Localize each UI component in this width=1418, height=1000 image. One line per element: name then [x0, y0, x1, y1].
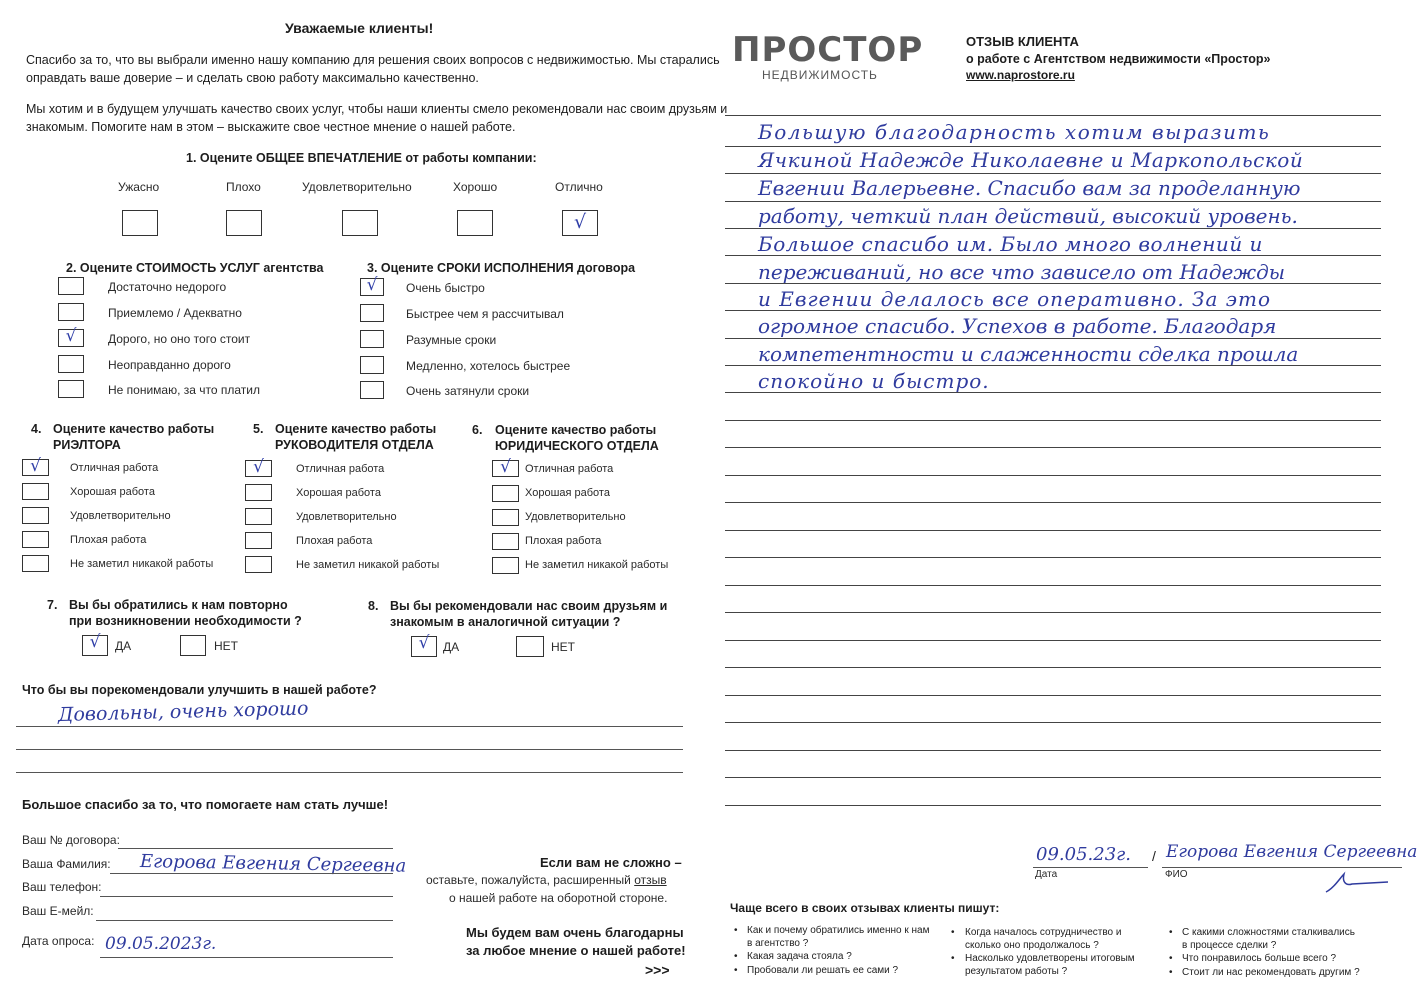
signature-name-handwritten[interactable]: Егорова Евгения Сергеевна	[1166, 842, 1418, 862]
website-link[interactable]: www.naprostore.ru	[966, 68, 1075, 82]
phone-label: Ваш телефон:	[22, 880, 102, 894]
check-mark-icon: √	[253, 457, 264, 477]
q2-checkbox[interactable]	[58, 380, 84, 398]
tip-item: Когда началось сотрудничество и сколько оно продолжалось ?	[965, 927, 1122, 951]
q8-yes-label: ДА	[443, 640, 460, 654]
tip-item: Как и почему обратились именно к нам в агентство ?	[747, 925, 930, 949]
intro-paragraph-1-line-2: оправдать ваше доверие – и сделать свою работу максимально качественно.	[26, 71, 479, 85]
aside-line-5: за любое мнение о нашей работе!	[466, 943, 686, 958]
bullet-icon: •	[734, 951, 738, 962]
intro-paragraph-2-line-2: знакомым. Помогите нам в этом – выскажите свое честное мнение о нашей работе.	[26, 120, 516, 134]
ruled-line	[725, 173, 1381, 174]
question-5-number: 5.	[253, 422, 264, 436]
improve-question: Что бы вы порекомендовали улучшить в нашей работе?	[22, 683, 377, 697]
ruled-line	[725, 447, 1381, 448]
question-8-title-line-2: знакомым в аналогичной ситуации ?	[390, 615, 621, 629]
signature-date-handwritten[interactable]: 09.05.23г.	[1036, 844, 1131, 865]
question-4-title-line-2: РИЭЛТОРА	[53, 438, 121, 452]
question-6-number: 6.	[472, 423, 483, 437]
bullet-icon: •	[1169, 967, 1173, 978]
q4-option-label: Плохая работа	[70, 534, 147, 546]
tips-title: Чаще всего в своих отзывах клиенты пишут:	[730, 901, 1000, 915]
q8-no-label: НЕТ	[551, 640, 575, 654]
q2-option-label: Дорого, но оно того стоит	[108, 332, 251, 346]
q6-option-label: Удовлетворительно	[525, 511, 626, 523]
contract-number-label: Ваш № договора:	[22, 833, 120, 847]
bullet-icon: •	[951, 953, 955, 964]
bullet-icon: •	[951, 927, 955, 938]
q5-option-label: Плохая работа	[296, 535, 373, 547]
q4-checkbox[interactable]	[22, 555, 49, 572]
question-7-number: 7.	[47, 598, 58, 612]
q3-option-label: Разумные сроки	[406, 333, 497, 347]
question-5-title-line-1: Оцените качество работы	[275, 422, 437, 436]
q6-checkbox[interactable]	[492, 533, 519, 550]
ruled-line	[725, 228, 1381, 229]
q8-no-checkbox[interactable]	[516, 636, 544, 657]
tip-item: Что понравилось больше всего ?	[1182, 953, 1337, 964]
q6-checkbox[interactable]	[492, 557, 519, 574]
q1-checkbox[interactable]	[122, 210, 158, 236]
tip-item: Стоит ли нас рекомендовать другим ?	[1182, 967, 1360, 978]
q7-no-checkbox[interactable]	[180, 635, 206, 656]
check-mark-icon: √	[366, 275, 378, 295]
check-mark-icon: √	[500, 457, 511, 477]
q5-checkbox[interactable]	[245, 508, 272, 525]
q8-yes-checkbox-checked[interactable]	[411, 633, 437, 657]
check-mark-icon: √	[30, 456, 41, 476]
answer-line	[16, 749, 683, 750]
q1-option-label: Хорошо	[453, 180, 498, 194]
q7-yes-label: ДА	[115, 639, 132, 653]
aside-line-4: Мы будем вам очень благодарны	[466, 925, 684, 940]
question-3-title: 3. Оцените СРОКИ ИСПОЛНЕНИЯ договора	[367, 261, 636, 275]
ruled-line	[725, 475, 1381, 476]
review-header-subtitle: о работе с Агентством недвижимости «Простор»	[966, 52, 1271, 66]
q6-checkbox[interactable]	[492, 509, 519, 526]
q2-option-label: Приемлемо / Адекватно	[108, 306, 242, 320]
signature-separator: /	[1152, 848, 1156, 864]
review-line: огромное спасибо. Успехов в работе. Благодаря	[758, 314, 1277, 338]
question-7-title-line-2: при возникновении необходимости ?	[69, 614, 302, 628]
q4-option-label: Не заметил никакой работы	[70, 558, 214, 570]
signature-name-line	[1162, 867, 1402, 868]
review-line: компетентности и слаженности сделка прошла	[758, 342, 1299, 366]
survey-date-label: Дата опроса:	[22, 934, 95, 948]
tip-item: С какими сложностями сталкивались в процессе сделки ?	[1182, 927, 1355, 951]
q1-checkbox-checked[interactable]	[562, 210, 598, 236]
q1-checkbox[interactable]	[342, 210, 378, 236]
thanks-text: Большое спасибо за то, что помогаете нам стать лучше!	[22, 797, 389, 812]
q3-checkbox[interactable]	[360, 304, 384, 322]
ruled-line	[725, 695, 1381, 696]
q4-checkbox[interactable]	[22, 531, 49, 548]
question-6-title-line-2: ЮРИДИЧЕСКОГО ОТДЕЛА	[495, 439, 659, 453]
question-5-title-line-2: РУКОВОДИТЕЛЯ ОТДЕЛА	[275, 438, 434, 452]
q4-checkbox-checked[interactable]	[22, 456, 49, 476]
ruled-line	[725, 146, 1381, 147]
review-line: спокойно и быстро.	[758, 369, 990, 393]
q4-option-label: Хорошая работа	[70, 486, 155, 498]
q3-checkbox-checked[interactable]	[360, 275, 384, 296]
check-mark-icon: √	[89, 632, 101, 652]
q1-option-label: Ужасно	[118, 180, 160, 194]
q1-option-label: Отлично	[555, 180, 603, 194]
ruled-line	[725, 530, 1381, 531]
ruled-line	[725, 502, 1381, 503]
q3-checkbox[interactable]	[360, 330, 384, 348]
next-page-arrows: >>>	[645, 962, 670, 978]
question-2-title: 2. Оцените СТОИМОСТЬ УСЛУГ агентства	[66, 261, 324, 275]
q2-checkbox[interactable]	[58, 355, 84, 373]
bullet-icon: •	[734, 925, 738, 936]
surname-value-handwritten[interactable]: Егорова Евгения Сергеевна	[139, 851, 407, 877]
q3-option-label: Быстрее чем я рассчитывал	[406, 307, 564, 321]
answer-line	[16, 772, 683, 773]
q5-checkbox[interactable]	[245, 484, 272, 501]
ruled-line	[725, 420, 1381, 421]
q1-option-label: Плохо	[226, 180, 261, 194]
logo	[732, 30, 924, 82]
q2-option-label: Не понимаю, за что платил	[108, 383, 261, 397]
phone-field[interactable]	[100, 896, 393, 897]
surname-label: Ваша Фамилия:	[22, 857, 111, 871]
date-caption: Дата	[1035, 869, 1058, 880]
q4-option-label: Удовлетворительно	[70, 510, 171, 522]
review-line: работу, четкий план действий, высокий уровень.	[758, 204, 1298, 228]
tip-item: Пробовали ли решать ее сами ?	[747, 965, 899, 976]
ruled-line	[725, 338, 1381, 339]
q2-checkbox-checked[interactable]	[58, 326, 84, 347]
q4-checkbox[interactable]	[22, 483, 49, 500]
q5-checkbox[interactable]	[245, 532, 272, 549]
review-line: Ячкиной Надежде Николаевне и Маркопольской	[758, 148, 1304, 172]
q6-checkbox-checked[interactable]	[492, 457, 519, 477]
q6-option-label: Плохая работа	[525, 535, 602, 547]
aside-line-1: Если вам не сложно –	[540, 855, 682, 870]
q5-option-label: Удовлетворительно	[296, 511, 397, 523]
q1-option-label: Удовлетворительно	[302, 180, 412, 194]
question-8-title-line-1: Вы бы рекомендовали нас своим друзьям и	[390, 599, 668, 613]
improve-answer-handwritten[interactable]: Довольны, очень хорошо	[57, 697, 309, 726]
survey-date-handwritten[interactable]: 09.05.2023г.	[105, 934, 217, 954]
survey-date-field[interactable]	[100, 957, 393, 958]
intro-paragraph-2-line-1: Мы хотим и в будущем улучшать качество своих услуг, чтобы наши клиенты смело рекомендовали нас своим друзьям и	[26, 102, 728, 116]
q3-option-label: Очень быстро	[406, 281, 485, 295]
q2-option-label: Достаточно недорого	[108, 280, 227, 294]
bullet-icon: •	[1169, 927, 1173, 938]
surname-field[interactable]	[110, 873, 393, 874]
check-mark-icon: √	[418, 633, 430, 653]
tip-item: Насколько удовлетворены итоговым результатом работы ?	[965, 953, 1135, 977]
q6-option-label: Не заметил никакой работы	[525, 559, 669, 571]
question-4-title-line-1: Оцените качество работы	[53, 422, 215, 436]
question-4-number: 4.	[31, 422, 42, 436]
logo-main-text: ПРОСТОР	[732, 30, 924, 70]
ruled-line	[725, 201, 1381, 202]
q4-checkbox[interactable]	[22, 507, 49, 524]
q6-option-label: Отличная работа	[525, 463, 614, 475]
q3-checkbox[interactable]	[360, 356, 384, 374]
q1-checkbox[interactable]	[457, 210, 493, 236]
check-mark-icon: √	[65, 326, 77, 346]
q7-yes-checkbox-checked[interactable]	[82, 632, 108, 656]
q4-option-label: Отличная работа	[70, 462, 159, 474]
q7-no-label: НЕТ	[214, 639, 238, 653]
question-7-title-line-1: Вы бы обратились к нам повторно	[69, 598, 288, 612]
question-1-title: 1. Оцените ОБЩЕЕ ВПЕЧАТЛЕНИЕ от работы компании:	[186, 151, 537, 165]
ruled-line	[725, 612, 1381, 613]
ruled-line	[725, 667, 1381, 668]
review-line: Большое спасибо им. Было много волнений и	[758, 232, 1263, 256]
review-line: Евгении Валерьевне. Спасибо вам за проделанную	[758, 176, 1301, 200]
bullet-icon: •	[734, 965, 738, 976]
review-link[interactable]: отзыв	[634, 873, 667, 887]
answer-line	[16, 726, 683, 727]
page-heading: Уважаемые клиенты!	[285, 20, 434, 36]
intro-paragraph-1-line-1: Спасибо за то, что вы выбрали именно нашу компанию для решения своих вопросов с недвижимостью. Мы старались	[26, 53, 720, 67]
tip-item: Какая задача стояла ?	[747, 951, 852, 962]
q2-option-label: Неоправданно дорого	[108, 358, 231, 372]
ruled-line	[725, 115, 1381, 116]
ruled-line	[725, 777, 1381, 778]
review-line: переживаний, но все что зависело от Надежды	[758, 260, 1286, 284]
q6-option-label: Хорошая работа	[525, 487, 610, 499]
ruled-line	[725, 557, 1381, 558]
ruled-line	[725, 585, 1381, 586]
q1-checkbox[interactable]	[226, 210, 262, 236]
q3-checkbox[interactable]	[360, 381, 384, 399]
aside-line-2	[426, 873, 667, 887]
ruled-line	[725, 722, 1381, 723]
q6-checkbox[interactable]	[492, 485, 519, 502]
aside-line-2-text: оставьте, пожалуйста, расширенный	[426, 873, 635, 887]
q5-option-label: Хорошая работа	[296, 487, 381, 499]
question-6-title-line-1: Оцените качество работы	[495, 423, 657, 437]
q3-option-label: Медленно, хотелось быстрее	[406, 359, 571, 373]
signature-scribble-icon	[1322, 870, 1392, 896]
logo-sub-text: НЕДВИЖИМОСТЬ	[762, 68, 878, 82]
review-line: и Евгении делалось все оперативно. За это	[758, 287, 1271, 311]
q5-checkbox[interactable]	[245, 556, 272, 573]
fio-caption: ФИО	[1165, 869, 1188, 880]
aside-line-3: о нашей работе на оборотной стороне.	[449, 891, 668, 905]
q3-option-label: Очень затянули сроки	[406, 384, 530, 398]
q5-option-label: Не заметил никакой работы	[296, 559, 440, 571]
bullet-icon: •	[1169, 953, 1173, 964]
review-header-title: ОТЗЫВ КЛИЕНТА	[966, 34, 1079, 49]
question-8-number: 8.	[368, 599, 379, 613]
signature-date-line	[1033, 867, 1148, 868]
check-mark-icon: √	[573, 211, 587, 233]
q5-option-label: Отличная работа	[296, 463, 385, 475]
q2-checkbox[interactable]	[58, 303, 84, 321]
contract-number-field[interactable]	[118, 848, 393, 849]
q2-checkbox[interactable]	[58, 277, 84, 295]
email-label: Ваш E-мейл:	[22, 904, 94, 918]
q5-checkbox-checked[interactable]	[245, 457, 272, 477]
ruled-line	[725, 640, 1381, 641]
ruled-line	[725, 805, 1381, 806]
ruled-line	[725, 750, 1381, 751]
email-field[interactable]	[96, 920, 393, 921]
review-line: Большую благодарность хотим выразить	[758, 120, 1271, 144]
